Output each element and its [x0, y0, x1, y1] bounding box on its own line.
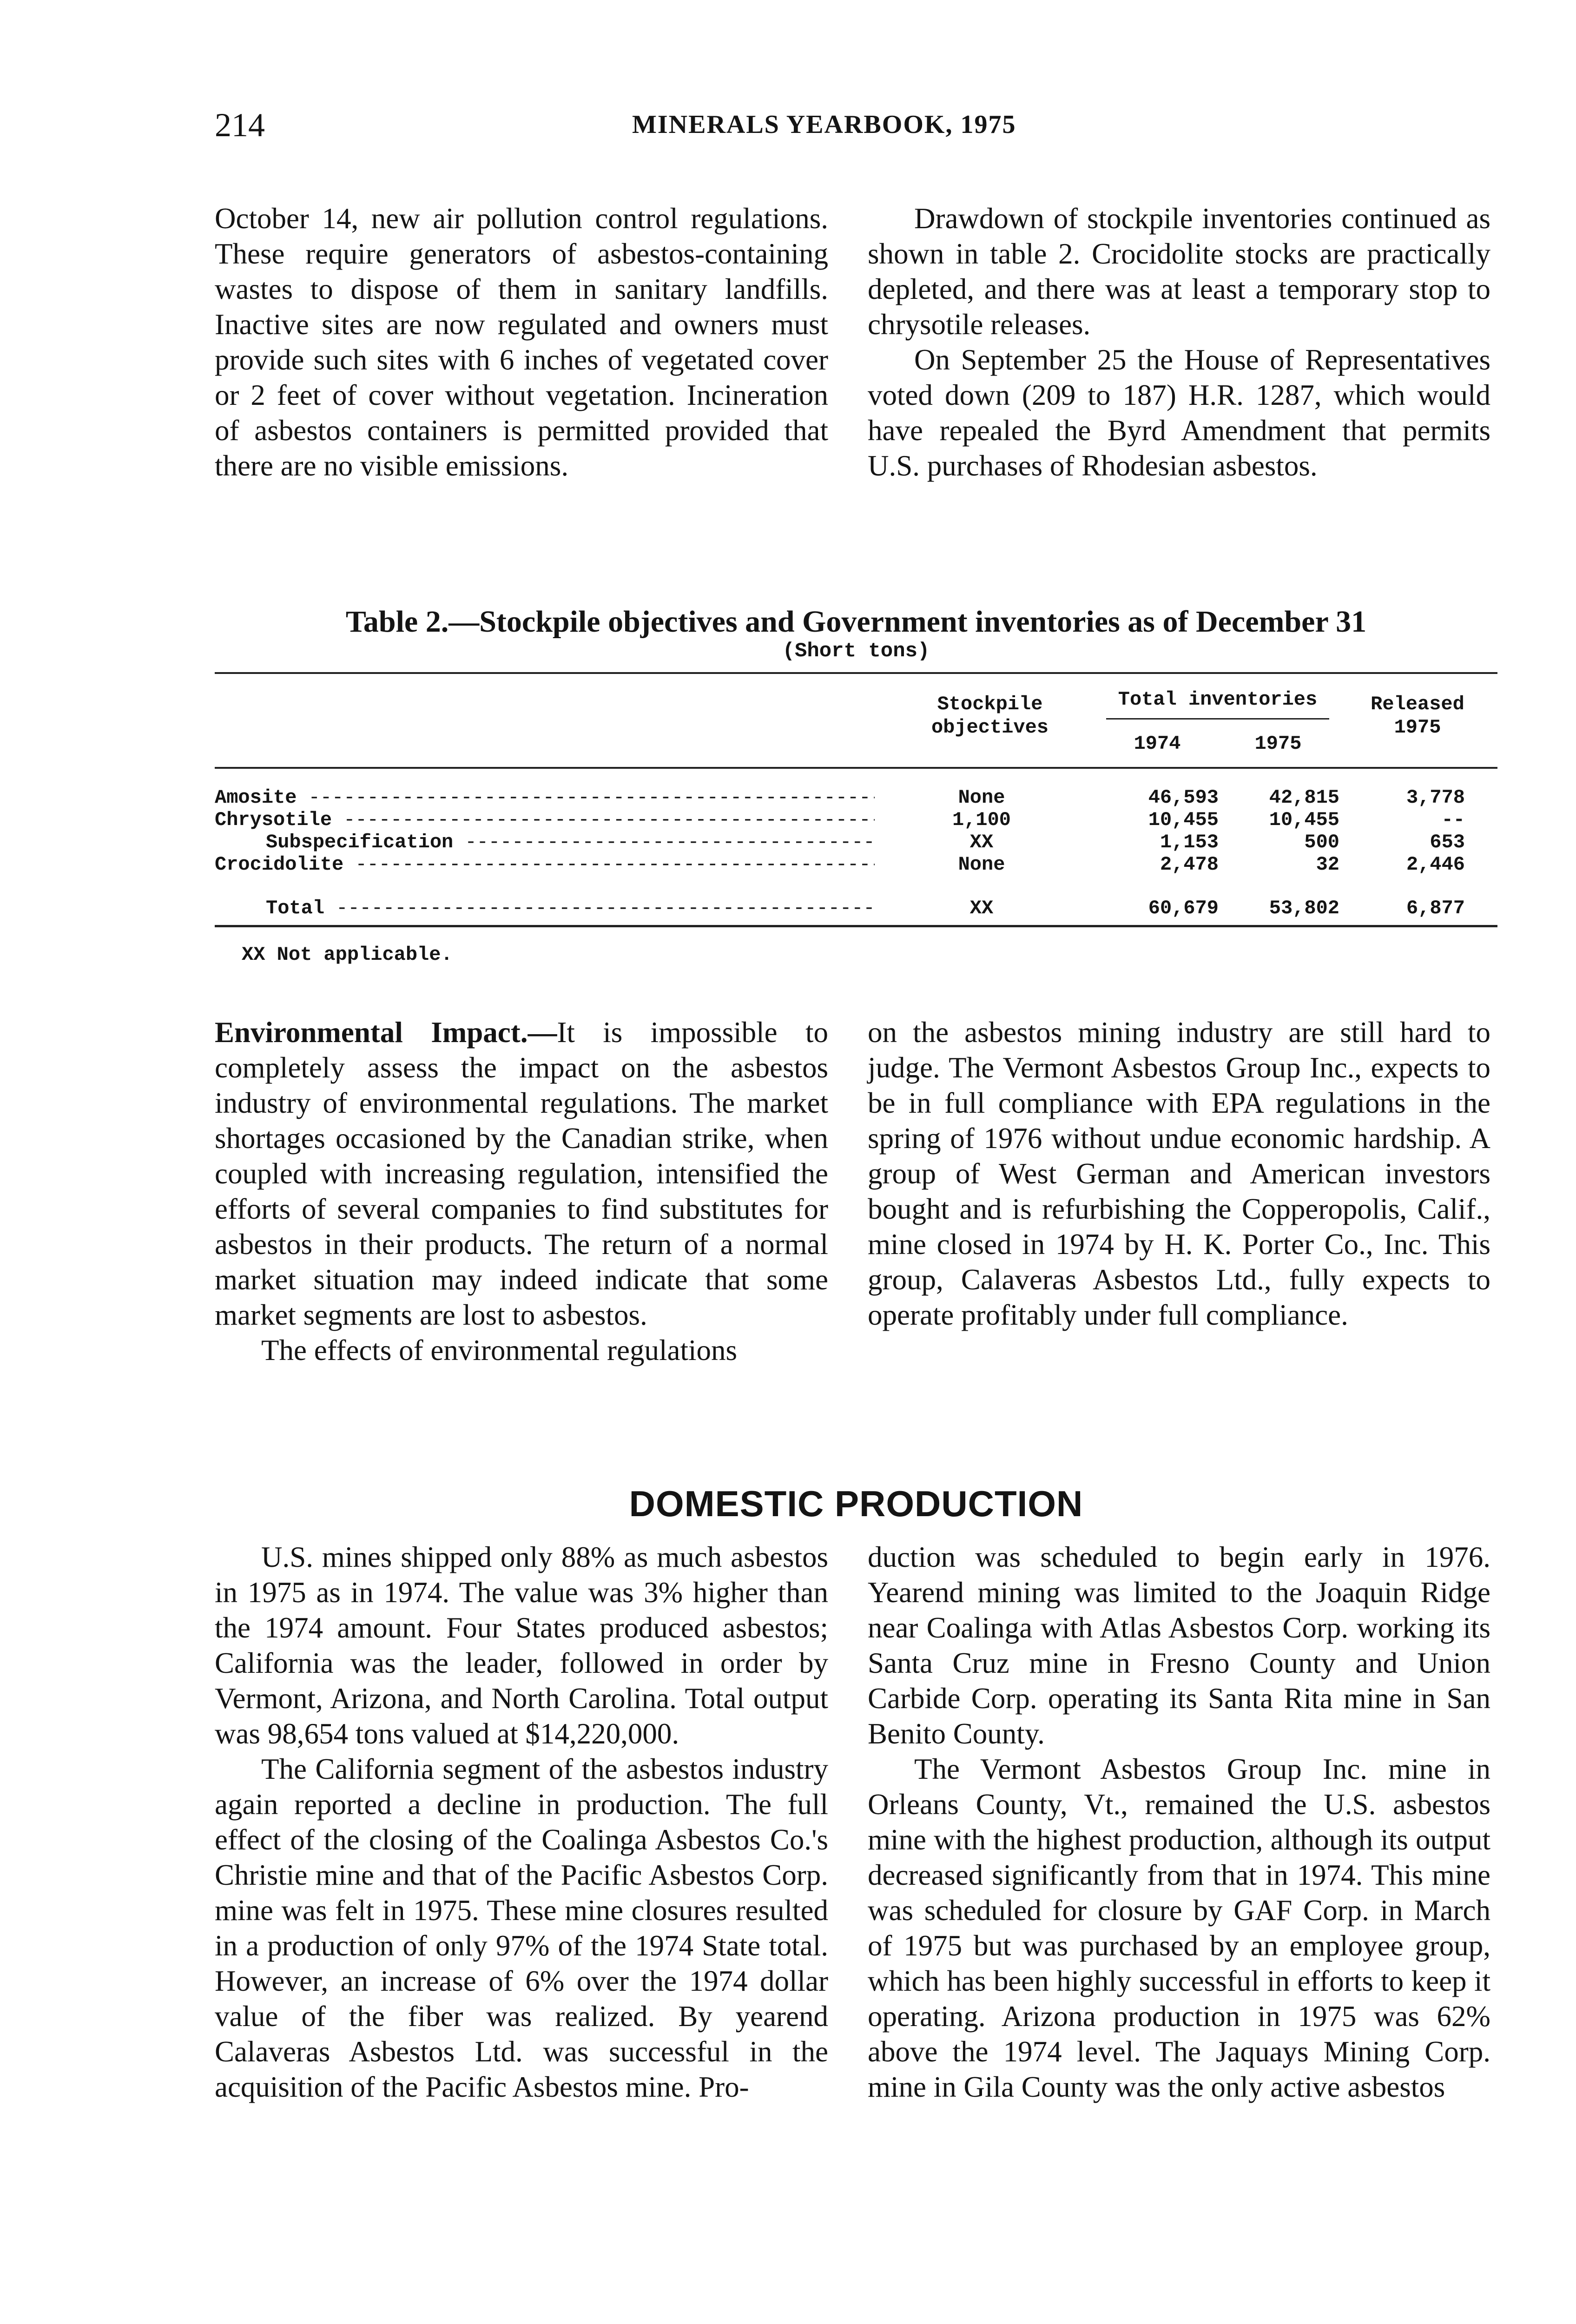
row-label: Crocidolite ----- — [215, 853, 875, 876]
domestic-production-heading: DOMESTIC PRODUCTION — [629, 1483, 1083, 1524]
stockpile-drawdown-paragraph: Drawdown of stockpile inventories continued as shown in table 2. Crocidolite stocks are practically depleted, and there was at least a temporary stop to chrysotile releases. — [868, 202, 1490, 341]
cell-released: 3,778 — [1406, 786, 1465, 809]
total-objective: XX — [969, 897, 994, 919]
domestic-paragraph-california: The California segment of the asbestos industry again reported a decline in production. The full effect of the closing of the Coalinga Asbestos Co.'s Christie mine and that of the Pacific Asbestos Corp. mine was felt in 1975. These mine closures resulted in a production of only 97% of the 1974 State total. However, an increase of 6% over the 1974 dollar value of the fiber was realized. By yearend Calaveras Asbestos Ltd. was successful in the acquisition of the Pacific Asbestos mine. Pro- — [215, 1753, 828, 2103]
table-top-rule — [215, 672, 1497, 674]
table-footnote: XX Not applicable. — [242, 944, 453, 966]
table-row — [215, 853, 1497, 877]
environmental-left-column — [215, 1015, 828, 1368]
environmental-right-column — [868, 1015, 1490, 1333]
environmental-text: It is impossible to completely assess the impact on the asbestos industry of environmental regulations. The market shortages occasioned by the Canadian strike, when coupled with increasing regulation, intensified the efforts of several companies to find substitutes for asbestos in their products. The return of a normal market situation may indeed indicate that some market segments are lost to asbestos. — [215, 1016, 828, 1331]
table-row — [215, 831, 1497, 854]
cell-released: 653 — [1430, 831, 1465, 853]
total-1975: 53,802 — [1269, 897, 1339, 919]
top-right-column — [868, 201, 1490, 483]
cell-objective: None — [958, 786, 1005, 809]
total-label: Total ----- — [266, 897, 875, 919]
cell-released: -- — [1441, 809, 1465, 831]
cell-1975: 42,815 — [1269, 786, 1339, 809]
table-title: Table 2.—Stockpile objectives and Government inventories as of December 31 — [345, 605, 1367, 639]
cell-1975: 500 — [1304, 831, 1339, 853]
cell-released: 2,446 — [1406, 853, 1465, 876]
header-1974: 1974 — [1134, 733, 1181, 755]
cell-1974: 10,455 — [1148, 809, 1219, 831]
environmental-continuation: on the asbestos mining industry are still hard to judge. The Vermont Asbestos Group Inc., expects to be in full compliance with EPA regulations in the spring of 1976 without undue economic hardship. A group of West German and American investors bought and is refurbishing the Copperopolis, Calif., mine closed in 1974 by H. K. Porter Co., Inc. This group, Calaveras Asbestos Ltd., fully expects to operate profitably under full compliance. — [868, 1016, 1490, 1331]
running-head: MINERALS YEARBOOK, 1975 — [632, 110, 1016, 139]
cell-objective: 1,100 — [952, 809, 1011, 831]
domestic-paragraph-vermont: The Vermont Asbestos Group Inc. mine in Orleans County, Vt., remained the U.S. asbestos mine with the highest production, although its output decreased significantly from that in 1974. This mine was scheduled for closure by GAF Corp. in March of 1975 but was purchased by an employee group, which has been highly successful in efforts to keep it operating. Arizona production in 1975 was 62% above the 1974 level. The Jaquays Mining Corp. mine in Gila County was the only active asbestos — [868, 1753, 1490, 2103]
total-released: 6,877 — [1406, 897, 1465, 919]
top-left-paragraph: October 14, new air pollution control regulations. These require generators of asbestos-containing wastes to dispose of them in sanitary landfills. Inactive sites are now regulated and owners must provide such sites with 6 inches of vegetated cover or 2 feet of cover without vegetation. Incineration of asbestos containers is permitted provided that there are no visible emissions. — [215, 202, 828, 482]
table-subtitle: (Short tons) — [782, 640, 930, 663]
inventories-span-rule — [1106, 718, 1329, 720]
table-total-row — [215, 897, 1497, 920]
header-stockpile-objectives: Stockpile objectives — [931, 693, 1049, 739]
total-1974: 60,679 — [1148, 897, 1219, 919]
header-released: Released 1975 — [1371, 693, 1464, 739]
table-bottom-rule — [215, 925, 1497, 927]
page-number: 214 — [215, 106, 265, 144]
row-label: Subspecification ----- — [266, 831, 875, 853]
row-label: Chrysotile ----- — [215, 809, 875, 831]
top-left-column — [215, 201, 828, 483]
row-label: Amosite ----- — [215, 786, 875, 809]
cell-1975: 32 — [1316, 853, 1339, 876]
environmental-paragraph — [215, 1015, 828, 1333]
domestic-california-continuation: duction was scheduled to begin early in 1976. Yearend mining was limited to the Joaquin Ridge near Coalinga with Atlas Asbestos Corp. working its Santa Cruz mine in Fresno County and Union Carbide Corp. operating its Santa Rita mine in San Benito County. — [868, 1541, 1490, 1750]
domestic-right-column — [868, 1539, 1490, 2105]
header-1975: 1975 — [1254, 733, 1302, 755]
table-row — [215, 809, 1497, 832]
cell-objective: XX — [969, 831, 994, 853]
house-vote-paragraph: On September 25 the House of Representatives voted down (209 to 187) H.R. 1287, which would have repealed the Byrd Amendment that permits U.S. purchases of Rhodesian asbestos. — [868, 343, 1490, 482]
environmental-run-in: Environmental Impact.— — [215, 1016, 557, 1049]
table-row — [215, 786, 1497, 810]
domestic-left-column — [215, 1539, 828, 2105]
header-total-inventories: Total inventories — [1118, 688, 1318, 711]
cell-1975: 10,455 — [1269, 809, 1339, 831]
cell-objective: None — [958, 853, 1005, 876]
cell-1974: 2,478 — [1160, 853, 1219, 876]
table-header-rule — [215, 767, 1497, 769]
environmental-effects-paragraph: The effects of environmental regulations — [261, 1334, 737, 1367]
cell-1974: 46,593 — [1148, 786, 1219, 809]
cell-1974: 1,153 — [1160, 831, 1219, 853]
domestic-paragraph-shipments: U.S. mines shipped only 88% as much asbestos in 1975 as in 1974. The value was 3% higher than the 1974 amount. Four States produced asbestos; California was the leader, followed in order by Vermont, Arizona, and North Carolina. Total output was 98,654 tons valued at $14,220,000. — [215, 1541, 828, 1750]
